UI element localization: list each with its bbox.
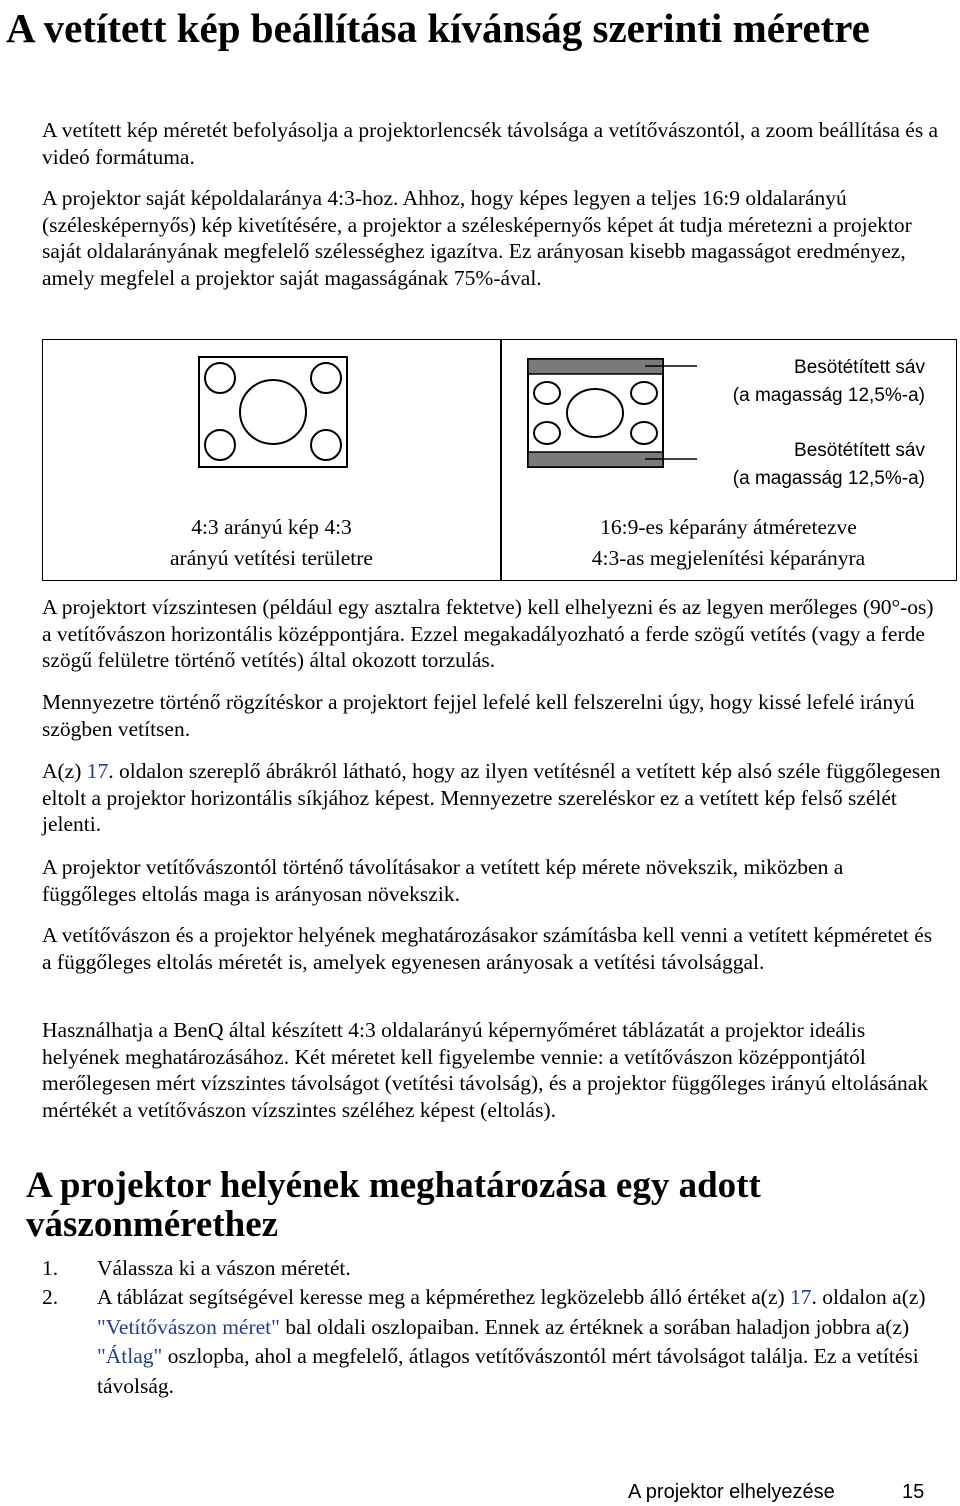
page-link-17[interactable]: 17 (86, 759, 109, 783)
band-label-top: Besötétített sáv (a magasság 12,5%-a) (732, 357, 925, 406)
offset-paragraph: A(z) 17. oldalon szereplő ábrákról látható, hogy az ilyen vetítésnél a vetített kép alsó széle függőlegesen eltolt a projektor horizontális síkjához képest. Mennyezetre szereléskor ez a vetített kép felső szélét jelenti. (42, 759, 941, 836)
aspect-ratio-figure (42, 339, 957, 581)
left-caption: 4:3 arányú kép 4:3 arányú vetítési területre (170, 515, 373, 570)
step-2: 2. A táblázat segítségével keresse meg a képmérethez legközelebb álló értéket a(z) 17. oldalon a(z) "Vetítővászon méret" bal oldali oszlopaiban. Ennek az értéknek a sorában haladjon jobbra a(z) "Átlag" oszlopba, ahol a megfelelő, átlagos vetítővászontól mért távolságot találja. Ez a vetítési távolság. (42, 1285, 926, 1398)
distance-paragraph: A projektor vetítővászontól történő távolításakor a vetített kép mérete növekszik, miközben a függőleges eltolás maga is arányosan növekszik. (42, 855, 844, 906)
screen-location-paragraph: A vetítővászon és a projektor helyének meghatározásakor számításba kell venni a vetített képméretet és a függőleges eltolás méretét is, amelyek egyenesen arányosak a vetítési távolsággal. (42, 923, 933, 974)
page-number: 15 (902, 1481, 925, 1503)
page-title: A vetített kép beállítása kívánság szerinti méretre (6, 5, 870, 51)
footer-section-title: A projektor elhelyezése (628, 1481, 835, 1503)
diagonal-link[interactable]: "Átlag" (97, 1344, 163, 1368)
left-screen-diagram (198, 356, 348, 468)
band-label-bottom: Besötétített sáv (a magasság 12,5%-a) (732, 440, 925, 489)
placement-paragraph: A projektort vízszintesen (például egy asztalra fektetve) kell elhelyezni és az legyen merőleges (90°-os) a vetítővászon horizontális középpontjára. Ezzel megakadályozható a ferde szögű vetítés (vagy a ferde szögű felületre történő vetítés) által okozott torzulás. (42, 595, 934, 672)
ceiling-mount-paragraph: Mennyezetre történő rögzítéskor a projektort fejjel lefelé kell felszerelni úgy, hogy kissé lefelé irányú szögben vetítsen. (42, 690, 915, 741)
screen-size-link[interactable]: "Vetítővászon méret" (97, 1314, 280, 1339)
right-caption: 16:9-es képarány átméretezve 4:3-as megjelenítési képarányra (591, 515, 866, 570)
section-heading: A projektor helyének meghatározása egy adott vászonmérethez (26, 1165, 761, 1245)
page-link-17[interactable]: 17 (790, 1285, 812, 1309)
intro-paragraph: A vetített kép méretét befolyásolja a projektorlencsék távolsága a vetítővászontól, a zoom beállítása és a videó formátuma. (42, 118, 939, 169)
aspect-ratio-paragraph: A projektor saját képoldalaránya 4:3-hoz. Ahhoz, hogy képes legyen a teljes 16:9 oldalarányú (szélesképernyős) kép kivetítésére, a projektor a szélesképernyős képet át tudja méretezni a projektor saját oldalarányának megfelelő szélességhez igazítva. Ez arányosan kisebb magasságot eredményez, amely megfelel a projektor saját magasságának 75%-ával. (42, 186, 912, 290)
benq-table-paragraph: Használhatja a BenQ által készített 4:3 oldalarányú képernyőméret táblázatát a projektor ideális helyének meghatározásához. Két méretet kell figyelembe vennie: a vetítővászon középpontjától merőlegesen mért vízszintes távolságot (vetítési távolság), és a projektor függőleges irányú eltolásának mértékét a vetítővászon vízszintes széléhez képest (eltolás). (42, 1018, 928, 1122)
